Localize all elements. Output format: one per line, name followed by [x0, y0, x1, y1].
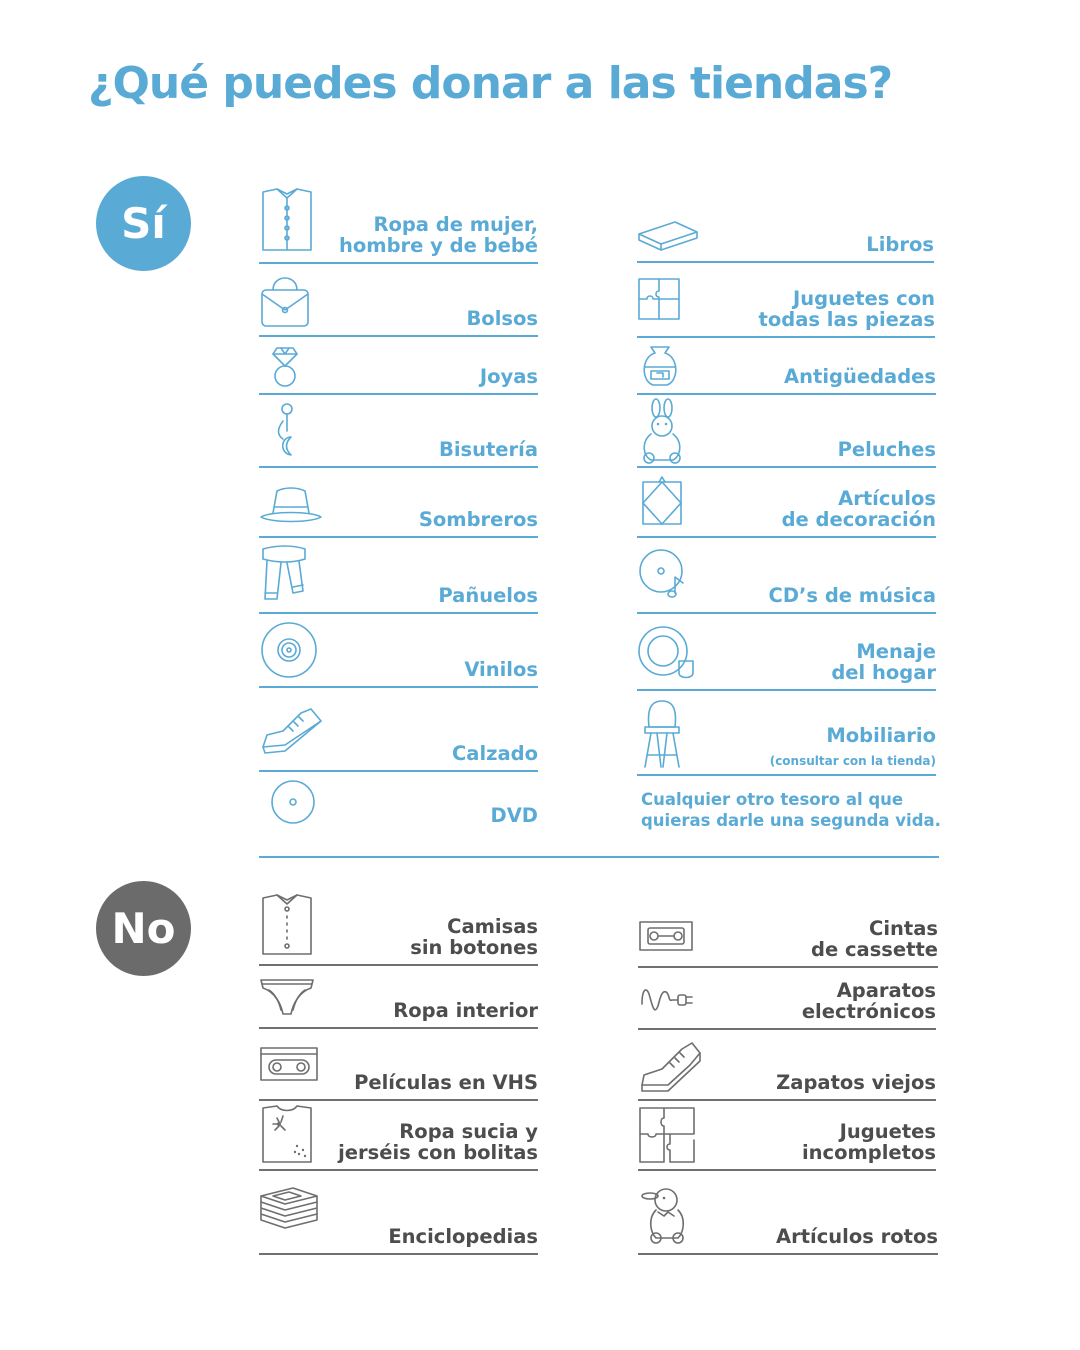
item-label-main: Mobiliario — [826, 724, 936, 747]
yes-item-juguetes — [637, 263, 935, 338]
yes-item-decoracion — [637, 468, 936, 538]
yes-item-sombreros — [259, 468, 538, 538]
item-label: Ropa de mujer, hombre y de bebé — [338, 213, 538, 257]
item-label: Artículos rotos — [776, 1225, 938, 1248]
incomplete-puzzle-icon — [638, 1101, 698, 1169]
sneaker-icon — [259, 688, 325, 770]
cassette-icon — [638, 905, 694, 966]
item-label: Antigüedades — [784, 365, 936, 388]
cd-icon — [637, 538, 693, 612]
item-label: Bisutería — [438, 438, 538, 461]
item-label: Películas en VHS — [354, 1071, 538, 1094]
yes-badge: Sí — [96, 176, 191, 271]
yes-item-cds — [637, 538, 936, 614]
yes-item-calzado — [259, 688, 538, 772]
yes-item-dvd — [259, 772, 538, 832]
item-label: CD’s de música — [768, 584, 936, 607]
handbag-icon — [259, 264, 311, 335]
item-label: Juguetes con todas las piezas — [758, 287, 935, 331]
no-item-juguetes-incompletos — [638, 1101, 936, 1171]
item-label: Pañuelos — [438, 584, 538, 607]
vinyl-record-icon — [259, 614, 319, 686]
yes-item-mobiliario — [637, 691, 936, 776]
no-badge: No — [96, 881, 191, 976]
no-item-ropa-interior — [259, 966, 538, 1029]
yes-item-vinilos — [259, 614, 538, 688]
item-label: Artículos de decoración — [781, 487, 936, 531]
hat-icon — [259, 468, 323, 536]
dvd-icon — [259, 772, 319, 832]
yes-item-panuelos — [259, 538, 538, 614]
item-label: Ropa sucia y jerséis con bolitas — [338, 1120, 538, 1164]
vhs-tape-icon — [259, 1029, 319, 1099]
item-label — [770, 725, 936, 768]
yes-item-peluches — [637, 395, 936, 468]
puzzle-icon — [637, 263, 683, 336]
item-label: Peluches — [837, 438, 936, 461]
section-divider — [259, 856, 939, 858]
diamond-ring-icon — [259, 337, 311, 393]
item-label: Aparatos electrónicos — [801, 979, 936, 1023]
yes-extra-text: Cualquier otro tesoro al que quieras darle una segunda vida. — [641, 790, 941, 830]
books-stack-icon — [259, 1171, 319, 1253]
item-label: Bolsos — [466, 307, 538, 330]
broken-toy-icon — [638, 1171, 700, 1253]
old-shoe-icon — [638, 1030, 704, 1099]
no-item-vhs — [259, 1029, 538, 1101]
item-label: Cintas de cassette — [811, 917, 938, 961]
cable-plug-icon — [638, 968, 700, 1028]
no-item-ropa-sucia — [259, 1101, 538, 1171]
item-label: Juguetes incompletos — [801, 1120, 936, 1164]
item-label: Menaje del hogar — [831, 640, 936, 684]
yes-item-menaje — [637, 614, 936, 691]
item-label: Ropa interior — [393, 999, 538, 1022]
item-label: DVD — [490, 804, 538, 827]
item-label: Joyas — [479, 365, 538, 388]
item-label: Camisas sin botones — [410, 915, 538, 959]
chair-icon — [637, 691, 687, 774]
no-item-zapatos — [638, 1030, 936, 1101]
no-item-rotos — [638, 1171, 938, 1255]
earring-icon — [259, 395, 311, 466]
shirt-no-buttons-icon — [259, 886, 315, 964]
no-item-cassette — [638, 905, 938, 968]
picture-frame-icon — [637, 468, 687, 536]
item-label: Vinilos — [464, 658, 538, 681]
shirt-icon — [259, 178, 315, 262]
yes-item-ropa — [259, 178, 538, 264]
underwear-icon — [259, 966, 317, 1027]
scarf-icon — [259, 538, 311, 612]
page-title: ¿Qué puedes donar a las tiendas? — [88, 58, 893, 109]
dirty-shirt-icon — [259, 1101, 315, 1169]
vase-icon — [637, 338, 683, 393]
plate-cup-icon — [637, 614, 701, 689]
yes-item-joyas — [259, 337, 538, 395]
yes-item-antiguedades — [637, 338, 936, 395]
no-item-camisas — [259, 886, 538, 966]
item-label: Sombreros — [418, 508, 538, 531]
no-item-enciclopedias — [259, 1171, 538, 1255]
yes-item-bolsos — [259, 264, 538, 337]
plush-bunny-icon — [637, 395, 687, 466]
item-label: Zapatos viejos — [776, 1071, 936, 1094]
yes-item-bisuteria — [259, 395, 538, 468]
yes-item-libros — [637, 205, 934, 263]
item-note: (consultar con la tienda) — [769, 754, 936, 768]
item-label: Libros — [866, 233, 934, 256]
item-label: Calzado — [451, 742, 538, 765]
book-icon — [637, 205, 699, 261]
item-label: Enciclopedias — [388, 1225, 538, 1248]
no-item-electronicos — [638, 968, 936, 1030]
